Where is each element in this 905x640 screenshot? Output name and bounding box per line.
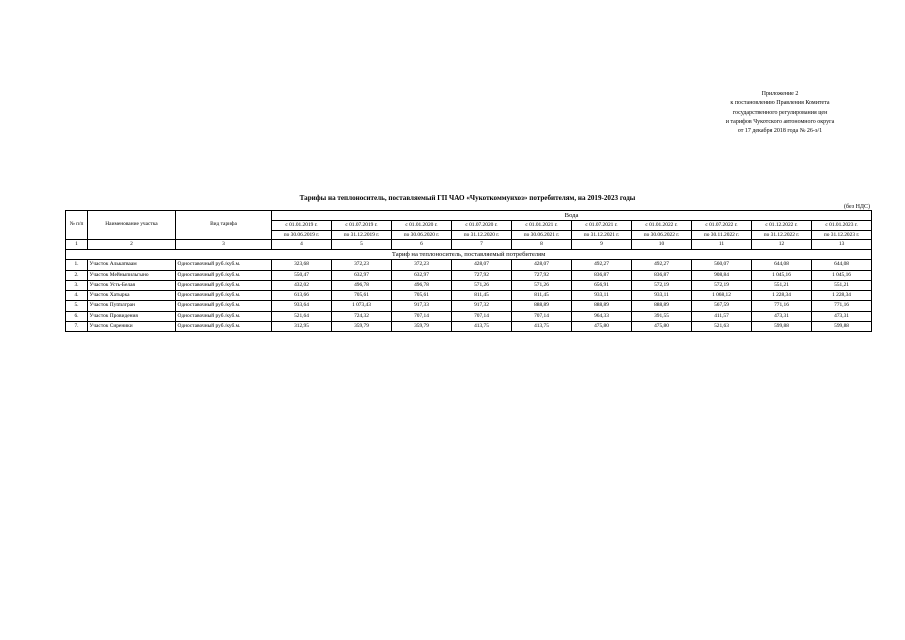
tariff-value: 933,11 [572, 291, 632, 301]
tariff-value: 359,79 [332, 322, 392, 332]
row-num: 1. [66, 260, 88, 270]
tariff-value: 473,31 [812, 311, 872, 321]
tariff-value: 571,26 [452, 280, 512, 290]
row-num: 3. [66, 280, 88, 290]
row-num: 7. [66, 322, 88, 332]
period-from: с 01.12.2022 г. [752, 221, 812, 230]
appendix-line: государственного регулирования цен [732, 109, 828, 116]
appendix-line: Приложение 2 [761, 91, 799, 97]
tariff-value: 475,80 [572, 322, 632, 332]
appendix-note [690, 90, 870, 136]
tariff-value: 521,63 [692, 322, 752, 332]
row-num: 4. [66, 291, 88, 301]
tariff-value: 428,07 [512, 260, 572, 270]
tariff-value: 933,11 [632, 291, 692, 301]
header-water: Вода [272, 211, 872, 221]
tariff-value: 836,87 [572, 270, 632, 280]
tariff-value: 560,07 [692, 260, 752, 270]
tariff-value: 428,07 [452, 260, 512, 270]
column-index: 4 [272, 239, 332, 249]
row-name: Участок Пуtmлгран [88, 301, 176, 311]
tariff-value: 917,32 [452, 301, 512, 311]
period-to: по 31.12.2019 г. [332, 230, 392, 239]
section-row [66, 250, 872, 260]
tariff-value: 567,59 [692, 301, 752, 311]
tariff-value: 644,08 [812, 260, 872, 270]
column-index: 9 [572, 239, 632, 249]
tariff-table [65, 210, 872, 332]
table-row [66, 301, 872, 311]
tariff-value: 572,19 [692, 280, 752, 290]
column-index: 1 [66, 239, 88, 249]
row-tariff-type: Одноставочный руб./куб.м. [176, 280, 272, 290]
row-num: 6. [66, 311, 88, 321]
row-name: Участок Провидения [88, 311, 176, 321]
tariff-value: 312,95 [272, 322, 332, 332]
column-index: 2 [88, 239, 176, 249]
tariff-value: 413,75 [512, 322, 572, 332]
table-row [66, 260, 872, 270]
tariff-value: 656,91 [572, 280, 632, 290]
index-row [66, 239, 872, 249]
row-tariff-type: Одноставочный руб./куб.м. [176, 311, 272, 321]
tariff-value: 632,97 [392, 270, 452, 280]
period-to: по 31.12.2021 г. [572, 230, 632, 239]
period-from: с 01.07.2020 г. [452, 221, 512, 230]
header-row-1 [66, 211, 872, 221]
header-name: Наименование участка [88, 211, 176, 240]
period-to: по 31.12.2023 г. [812, 230, 872, 239]
tariff-value: 599,88 [752, 322, 812, 332]
table-row [66, 270, 872, 280]
row-name: Участок Хатырка [88, 291, 176, 301]
tariff-value: 432,02 [272, 280, 332, 290]
column-index: 6 [392, 239, 452, 249]
period-from: с 01.01.2022 г. [632, 221, 692, 230]
tariff-value: 521,64 [272, 311, 332, 321]
period-to: по 30.11.2022 г. [692, 230, 752, 239]
tariff-value: 644,08 [752, 260, 812, 270]
document-title: Тарифы на теплоноситель, поставляемый ГП ЧАО «Чукоткоммунхоз» потребителям, на 2019-2023 годы [299, 194, 636, 202]
column-index: 7 [452, 239, 512, 249]
tariff-value: 475,80 [632, 322, 692, 332]
column-index: 8 [512, 239, 572, 249]
tariff-value: 727,92 [512, 270, 572, 280]
row-num: 2. [66, 270, 88, 280]
period-from: с 01.01.2023 г. [812, 221, 872, 230]
tariff-value: 1 045,16 [752, 270, 812, 280]
tariff-value: 888,89 [572, 301, 632, 311]
table-row [66, 311, 872, 321]
appendix-line: от 17 декабря 2018 года № 26-э/1 [737, 128, 823, 135]
column-index: 13 [812, 239, 872, 249]
period-to: по 31.12.2022 г. [752, 230, 812, 239]
row-name: Участок Мейныпильгыно [88, 270, 176, 280]
tariff-value: 372,23 [392, 260, 452, 270]
column-index: 12 [752, 239, 812, 249]
tariff-value: 1 228,34 [752, 291, 812, 301]
tariff-value: 707,14 [452, 311, 512, 321]
tariff-value: 1 228,34 [812, 291, 872, 301]
tariff-value: 359,79 [392, 322, 452, 332]
tariff-value: 1 073,43 [332, 301, 392, 311]
row-tariff-type: Одноставочный руб./куб.м. [176, 301, 272, 311]
period-to: по 30.06.2019 г. [272, 230, 332, 239]
tariff-value: 599,88 [812, 322, 872, 332]
period-from: с 01.01.2021 г. [512, 221, 572, 230]
tariff-value: 705,61 [392, 291, 452, 301]
table-row [66, 291, 872, 301]
tariff-value: 323,68 [272, 260, 332, 270]
table-row [66, 280, 872, 290]
tariff-value: 836,87 [632, 270, 692, 280]
row-num: 5. [66, 301, 88, 311]
tariff-value: 811,45 [512, 291, 572, 301]
appendix-line: и тарифов Чукотского автономного округа [725, 118, 835, 125]
tariff-value: 1 045,16 [812, 270, 872, 280]
period-from: с 01.01.2020 г. [392, 221, 452, 230]
row-tariff-type: Одноставочный руб./куб.м. [176, 322, 272, 332]
tariff-value: 413,75 [452, 322, 512, 332]
appendix-line: к постановлению Правления Комитета [730, 100, 830, 107]
column-index: 5 [332, 239, 392, 249]
tariff-value: 964,33 [572, 311, 632, 321]
tariff-value: 411,57 [692, 311, 752, 321]
tariff-value: 613,66 [272, 291, 332, 301]
tariff-value: 771,16 [812, 301, 872, 311]
tariff-value: 372,23 [332, 260, 392, 270]
tariff-value: 908,84 [692, 270, 752, 280]
tariff-value: 550,47 [272, 270, 332, 280]
period-from: с 01.01.2019 г. [272, 221, 332, 230]
section-label: Тариф на теплоноситель, поставляемый потребителям [66, 250, 872, 260]
period-to: по 30.06.2021 г. [512, 230, 572, 239]
tariff-value: 492,27 [632, 260, 692, 270]
tariff-value: 571,26 [512, 280, 572, 290]
row-name: Участок Усть-Белая [88, 280, 176, 290]
period-to: по 30.06.2022 г. [632, 230, 692, 239]
tariff-value: 811,45 [452, 291, 512, 301]
tariff-value: 551,21 [812, 280, 872, 290]
tariff-value: 771,16 [752, 301, 812, 311]
tariff-value: 572,19 [632, 280, 692, 290]
vat-note: (без НДС) [843, 204, 870, 210]
period-from: с 01.07.2022 г. [692, 221, 752, 230]
tariff-value: 391,55 [632, 311, 692, 321]
column-index: 10 [632, 239, 692, 249]
row-name: Участок Сиреники [88, 322, 176, 332]
period-to: по 30.06.2020 г. [392, 230, 452, 239]
row-tariff-type: Одноставочный руб./куб.м. [176, 291, 272, 301]
tariff-value: 632,97 [332, 270, 392, 280]
tariff-value: 933,64 [272, 301, 332, 311]
tariff-value: 551,21 [752, 280, 812, 290]
column-index: 3 [176, 239, 272, 249]
period-from: с 01.07.2019 г. [332, 221, 392, 230]
tariff-value: 888,89 [632, 301, 692, 311]
column-index: 11 [692, 239, 752, 249]
row-tariff-type: Одноставочный руб./куб.м. [176, 270, 272, 280]
tariff-value: 492,27 [572, 260, 632, 270]
tariff-value: 888,89 [512, 301, 572, 311]
period-to: по 31.12.2020 г. [452, 230, 512, 239]
tariff-value: 496,78 [332, 280, 392, 290]
tariff-value: 727,92 [452, 270, 512, 280]
tariff-value: 917,33 [392, 301, 452, 311]
header-type: Вид тарифа [176, 211, 272, 240]
row-name: Участок Алькатваам [88, 260, 176, 270]
table-row [66, 322, 872, 332]
row-tariff-type: Одноставочный руб./куб.м. [176, 260, 272, 270]
header-num: № п/п [66, 211, 88, 240]
period-from: с 01.07.2021 г. [572, 221, 632, 230]
tariff-value: 705,61 [332, 291, 392, 301]
tariff-value: 1 068,12 [692, 291, 752, 301]
tariff-value: 496,78 [392, 280, 452, 290]
tariff-value: 724,32 [332, 311, 392, 321]
tariff-value: 707,14 [392, 311, 452, 321]
tariff-value: 707,14 [512, 311, 572, 321]
tariff-value: 473,31 [752, 311, 812, 321]
